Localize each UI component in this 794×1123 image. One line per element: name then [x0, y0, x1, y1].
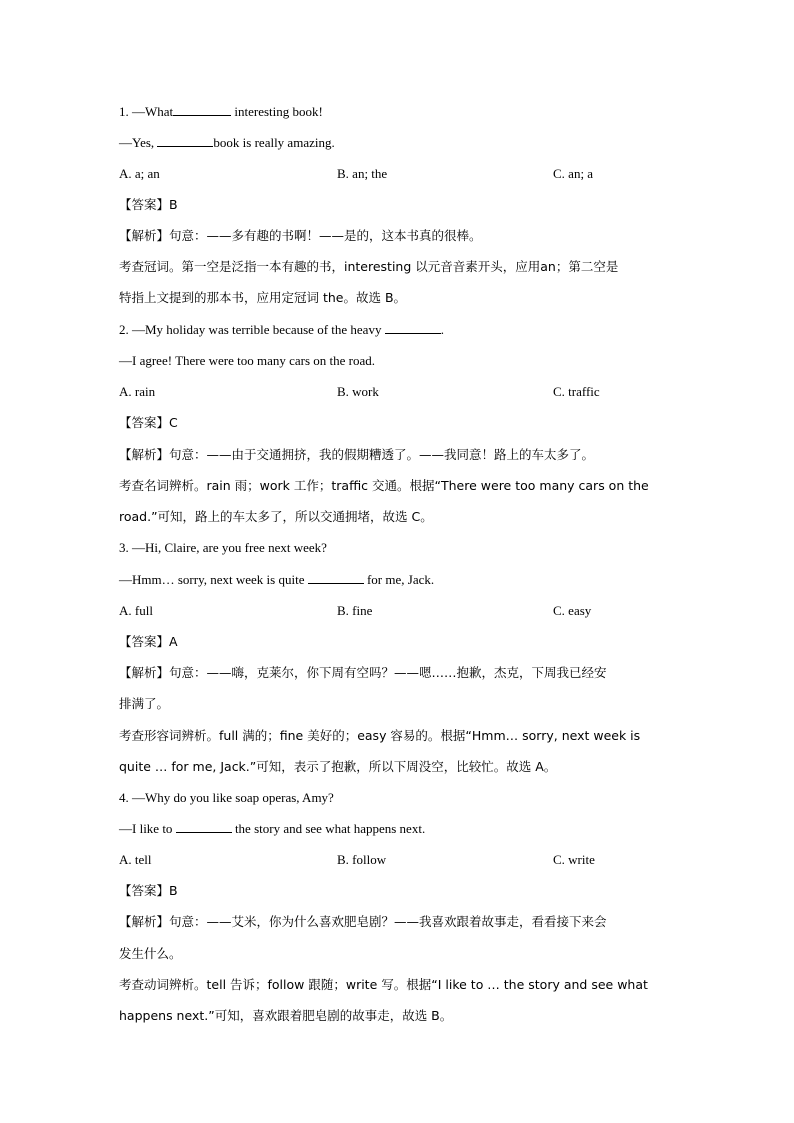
q1-option-b: B. an; the [337, 166, 388, 181]
q4-analysis-4: happens next.”可知，喜欢跟着肥皂剧的故事走，故选 B。 [119, 1008, 453, 1023]
q1-line2 [119, 134, 335, 152]
q2-line1 [119, 321, 444, 339]
q1-text: 1. —What [119, 104, 174, 119]
q1-blank2 [157, 134, 213, 147]
q1-analysis-2: 考查冠词。第一空是泛指一本有趣的书，interesting 以元音音素开头，应用an；第二空是 [119, 259, 619, 274]
q4-blank [176, 820, 232, 833]
q2-option-c: C. traffic [553, 384, 600, 399]
q3-option-c: C. easy [553, 603, 592, 618]
q2-line2: —I agree! There were too many cars on the road. [119, 353, 376, 368]
q2-text: 2. —My holiday was terrible because of the heavy [119, 322, 385, 337]
q3-option-a: A. full [119, 603, 153, 618]
q4-analysis-1: 【解析】句意：——艾米，你为什么喜欢肥皂剧？——我喜欢跟着故事走，看看接下来会 [119, 914, 607, 929]
q1-reply-end: book is really amazing. [213, 135, 335, 150]
q3-analysis-3: 考查形容词辨析。full 满的；fine 美好的；easy 容易的。根据“Hmm… sorry, next week is [119, 728, 641, 743]
q2-analysis-2: 考查名词辨析。rain 雨；work 工作；traffic 交通。根据“There were too many cars on the [119, 478, 649, 493]
q1-text-end: interesting book! [231, 104, 323, 119]
q1-analysis-1: 【解析】句意：——多有趣的书啊！——是的，这本书真的很棒。 [119, 228, 482, 243]
q2-option-b: B. work [337, 384, 379, 399]
q2-blank [385, 321, 441, 334]
q4-reply-end: the story and see what happens next. [231, 821, 426, 836]
q4-answer: 【答案】B [119, 883, 178, 898]
q2-analysis-3: road.”可知，路上的车太多了，所以交通拥堵，故选 C。 [119, 509, 433, 524]
q1-blank1 [173, 103, 231, 116]
q1-option-c: C. an; a [553, 166, 594, 181]
q2-text-end: . [440, 322, 444, 337]
q3-answer: 【答案】A [119, 634, 178, 649]
q3-blank [308, 571, 364, 584]
q3-reply-end: for me, Jack. [363, 572, 435, 587]
q3-option-b: B. fine [337, 603, 373, 618]
q4-line2 [119, 820, 425, 838]
q3-analysis-4: quite … for me, Jack.”可知，表示了抱歉，所以下周没空，比较忙。故选 A。 [119, 759, 557, 774]
q1-line1 [119, 103, 323, 121]
q4-analysis-3: 考查动词辨析。tell 告诉；follow 跟随；write 写。根据“I like to … the story and see what [119, 977, 648, 992]
q1-answer: 【答案】B [119, 197, 178, 212]
q4-line1: 4. —Why do you like soap operas, Amy? [119, 790, 334, 805]
q4-option-a: A. tell [119, 852, 152, 867]
q4-option-c: C. write [553, 852, 595, 867]
q3-analysis-1: 【解析】句意：——嗨，克莱尔，你下周有空吗？——嗯……抱歉，杰克，下周我已经安 [119, 665, 607, 680]
q1-reply-text: —Yes, [119, 135, 158, 150]
q2-answer: 【答案】C [119, 415, 178, 430]
q3-reply-text: —Hmm… sorry, next week is quite [119, 572, 308, 587]
q3-line2 [119, 571, 434, 589]
q2-analysis-1: 【解析】句意：——由于交通拥挤，我的假期糟透了。——我同意！路上的车太多了。 [119, 447, 595, 462]
q4-reply-text: —I like to [119, 821, 176, 836]
q1-option-a: A. a; an [119, 166, 160, 181]
q4-option-b: B. follow [337, 852, 387, 867]
q2-option-a: A. rain [119, 384, 156, 399]
q1-analysis-3: 特指上文提到的那本书，应用定冠词 the。故选 B。 [119, 290, 407, 305]
q3-analysis-2: 排满了。 [119, 696, 170, 711]
q3-line1: 3. —Hi, Claire, are you free next week? [119, 540, 327, 555]
q4-analysis-2: 发生什么。 [119, 946, 182, 961]
